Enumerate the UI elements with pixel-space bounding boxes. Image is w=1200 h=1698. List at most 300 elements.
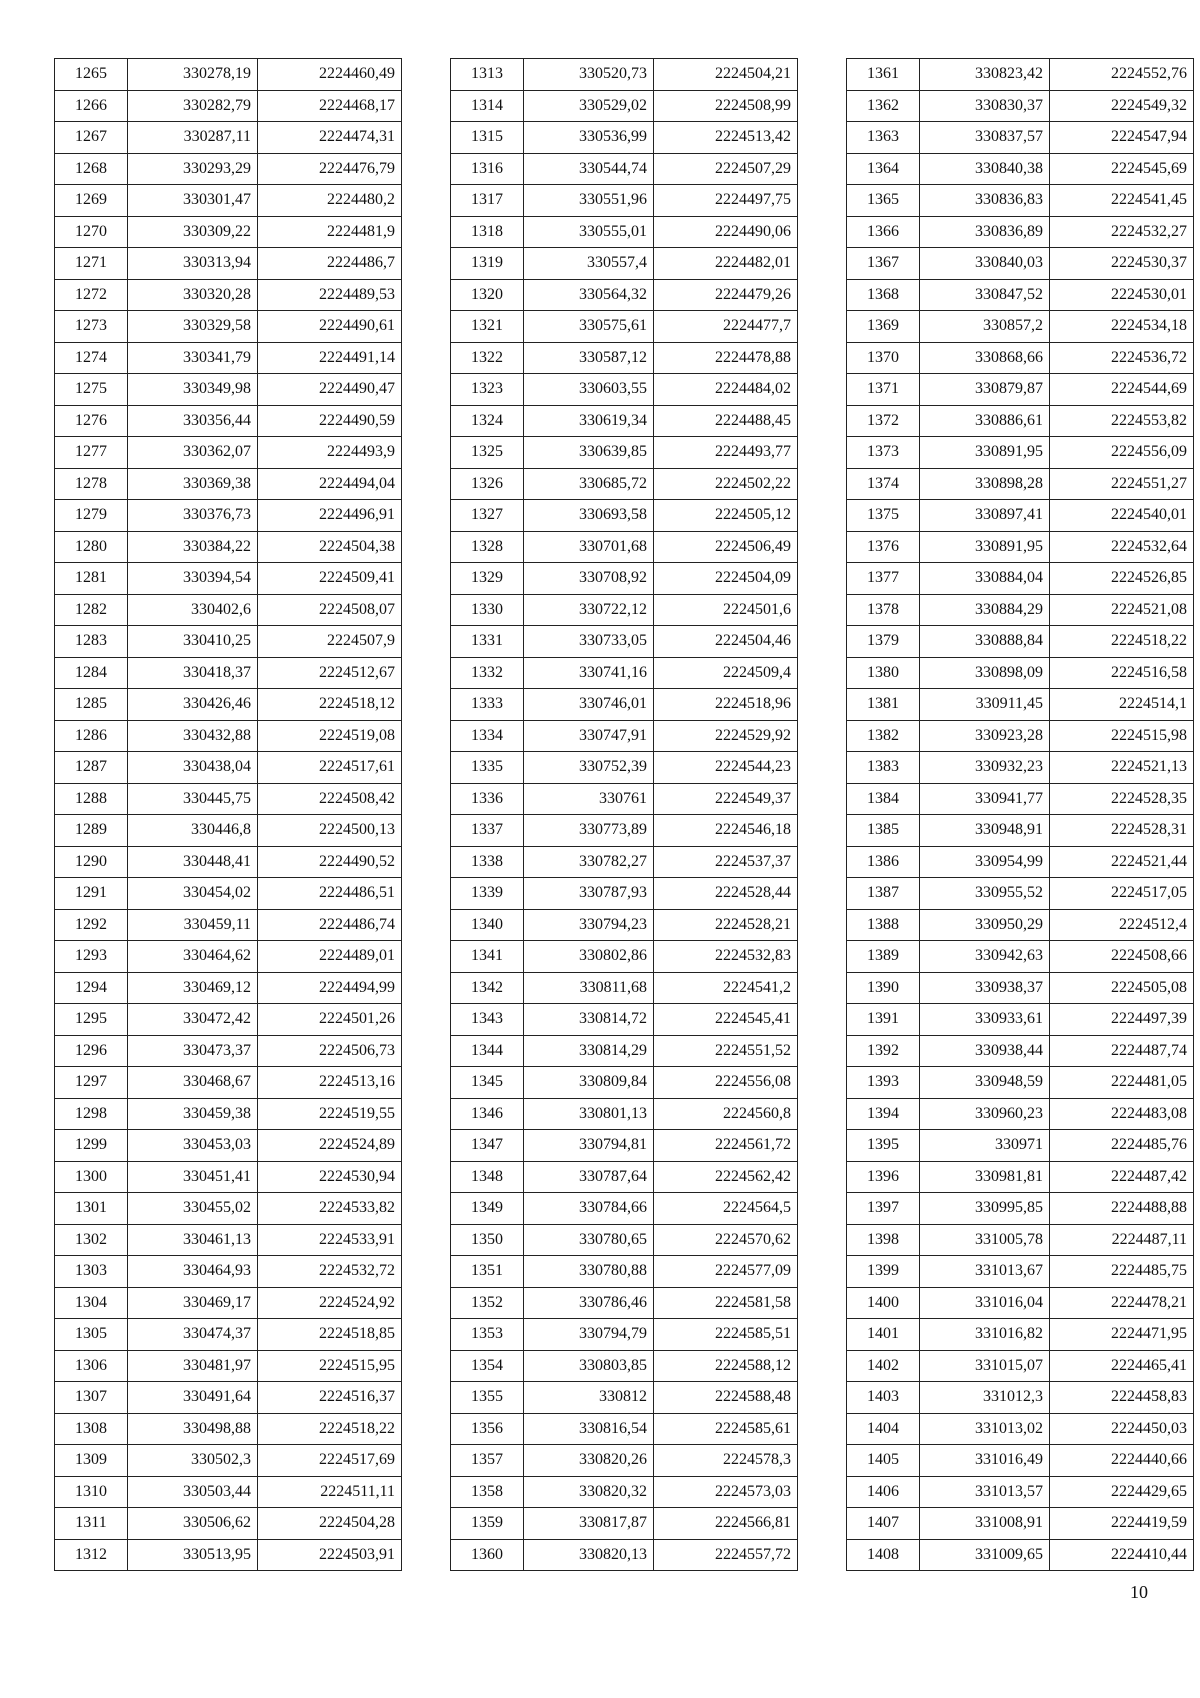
point-number-cell: 1361 [847,59,920,91]
point-number-cell: 1293 [55,941,128,973]
x-coordinate-cell: 330287,11 [128,122,258,154]
y-coordinate-cell: 2224529,92 [654,720,798,752]
x-coordinate-cell: 330438,04 [128,752,258,784]
point-number-cell: 1322 [451,342,524,374]
table-row [847,468,1194,500]
x-coordinate-cell: 330773,89 [524,815,654,847]
y-coordinate-cell: 2224516,37 [258,1382,402,1414]
point-number-cell: 1329 [451,563,524,595]
table-row [55,374,402,406]
x-coordinate-cell: 330451,41 [128,1161,258,1193]
y-coordinate-cell: 2224516,58 [1050,657,1194,689]
x-coordinate-cell: 330879,87 [920,374,1050,406]
y-coordinate-cell: 2224545,41 [654,1004,798,1036]
table-row [55,783,402,815]
table-row [55,563,402,595]
point-number-cell: 1340 [451,909,524,941]
point-number-cell: 1316 [451,153,524,185]
x-coordinate-cell: 330685,72 [524,468,654,500]
y-coordinate-cell: 2224486,74 [258,909,402,941]
y-coordinate-cell: 2224484,02 [654,374,798,406]
y-coordinate-cell: 2224532,72 [258,1256,402,1288]
table-row [847,1130,1194,1162]
point-number-cell: 1354 [451,1350,524,1382]
point-number-cell: 1318 [451,216,524,248]
y-coordinate-cell: 2224502,22 [654,468,798,500]
table-row [847,563,1194,595]
y-coordinate-cell: 2224458,83 [1050,1382,1194,1414]
point-number-cell: 1298 [55,1098,128,1130]
table-row [847,342,1194,374]
x-coordinate-cell: 330747,91 [524,720,654,752]
table-row [451,437,798,469]
table-row [451,594,798,626]
y-coordinate-cell: 2224588,48 [654,1382,798,1414]
table-row [847,153,1194,185]
point-number-cell: 1365 [847,185,920,217]
y-coordinate-cell: 2224429,65 [1050,1476,1194,1508]
table-row [847,783,1194,815]
x-coordinate-cell: 330784,66 [524,1193,654,1225]
table-row [451,1319,798,1351]
table-row [847,405,1194,437]
y-coordinate-cell: 2224419,59 [1050,1508,1194,1540]
x-coordinate-cell: 330587,12 [524,342,654,374]
point-number-cell: 1364 [847,153,920,185]
y-coordinate-cell: 2224494,99 [258,972,402,1004]
y-coordinate-cell: 2224507,9 [258,626,402,658]
y-coordinate-cell: 2224506,49 [654,531,798,563]
x-coordinate-cell: 330503,44 [128,1476,258,1508]
x-coordinate-cell: 330426,46 [128,689,258,721]
x-coordinate-cell: 330971 [920,1130,1050,1162]
y-coordinate-cell: 2224537,37 [654,846,798,878]
table-row [451,468,798,500]
y-coordinate-cell: 2224471,95 [1050,1319,1194,1351]
table-row [451,846,798,878]
x-coordinate-cell: 330787,64 [524,1161,654,1193]
x-coordinate-cell: 330955,52 [920,878,1050,910]
x-coordinate-cell: 330506,62 [128,1508,258,1540]
point-number-cell: 1355 [451,1382,524,1414]
point-number-cell: 1285 [55,689,128,721]
point-number-cell: 1276 [55,405,128,437]
x-coordinate-cell: 330722,12 [524,594,654,626]
point-number-cell: 1350 [451,1224,524,1256]
x-coordinate-cell: 330551,96 [524,185,654,217]
table-row [451,185,798,217]
y-coordinate-cell: 2224490,61 [258,311,402,343]
y-coordinate-cell: 2224541,45 [1050,185,1194,217]
point-number-cell: 1291 [55,878,128,910]
point-number-cell: 1378 [847,594,920,626]
y-coordinate-cell: 2224566,81 [654,1508,798,1540]
table-row [451,405,798,437]
x-coordinate-cell: 330557,4 [524,248,654,280]
table-row [451,311,798,343]
table-row [847,216,1194,248]
y-coordinate-cell: 2224544,69 [1050,374,1194,406]
x-coordinate-cell: 331013,57 [920,1476,1050,1508]
point-number-cell: 1353 [451,1319,524,1351]
y-coordinate-cell: 2224501,6 [654,594,798,626]
y-coordinate-cell: 2224524,92 [258,1287,402,1319]
table-row [451,500,798,532]
y-coordinate-cell: 2224518,85 [258,1319,402,1351]
table-row [55,311,402,343]
point-number-cell: 1311 [55,1508,128,1540]
table-row [847,1476,1194,1508]
point-number-cell: 1334 [451,720,524,752]
point-number-cell: 1327 [451,500,524,532]
table-row [55,1067,402,1099]
table-row [847,1382,1194,1414]
x-coordinate-cell: 330780,88 [524,1256,654,1288]
point-number-cell: 1372 [847,405,920,437]
point-number-cell: 1281 [55,563,128,595]
point-number-cell: 1319 [451,248,524,280]
point-number-cell: 1306 [55,1350,128,1382]
table-row [55,1161,402,1193]
table-row [451,815,798,847]
table-row [55,1476,402,1508]
x-coordinate-cell: 330794,23 [524,909,654,941]
point-number-cell: 1373 [847,437,920,469]
y-coordinate-cell: 2224512,67 [258,657,402,689]
table-row [847,752,1194,784]
table-row [55,248,402,280]
point-number-cell: 1406 [847,1476,920,1508]
x-coordinate-cell: 330898,09 [920,657,1050,689]
point-number-cell: 1266 [55,90,128,122]
table-row [847,1445,1194,1477]
y-coordinate-cell: 2224465,41 [1050,1350,1194,1382]
x-coordinate-cell: 330938,44 [920,1035,1050,1067]
table-row [55,1539,402,1571]
table-row [55,1287,402,1319]
table-row [847,657,1194,689]
y-coordinate-cell: 2224488,45 [654,405,798,437]
x-coordinate-cell: 330948,91 [920,815,1050,847]
y-coordinate-cell: 2224556,09 [1050,437,1194,469]
point-number-cell: 1286 [55,720,128,752]
point-number-cell: 1265 [55,59,128,91]
x-coordinate-cell: 330459,11 [128,909,258,941]
table-row [451,720,798,752]
y-coordinate-cell: 2224564,5 [654,1193,798,1225]
y-coordinate-cell: 2224481,05 [1050,1067,1194,1099]
y-coordinate-cell: 2224518,12 [258,689,402,721]
y-coordinate-cell: 2224570,62 [654,1224,798,1256]
x-coordinate-cell: 330786,46 [524,1287,654,1319]
table-row [55,1193,402,1225]
point-number-cell: 1339 [451,878,524,910]
table-row [451,1382,798,1414]
y-coordinate-cell: 2224490,52 [258,846,402,878]
x-coordinate-cell: 330941,77 [920,783,1050,815]
table-row [847,311,1194,343]
x-coordinate-cell: 330473,37 [128,1035,258,1067]
point-number-cell: 1392 [847,1035,920,1067]
point-number-cell: 1337 [451,815,524,847]
y-coordinate-cell: 2224508,66 [1050,941,1194,973]
x-coordinate-cell: 330469,17 [128,1287,258,1319]
x-coordinate-cell: 330938,37 [920,972,1050,1004]
y-coordinate-cell: 2224490,47 [258,374,402,406]
point-number-cell: 1377 [847,563,920,595]
y-coordinate-cell: 2224512,4 [1050,909,1194,941]
point-number-cell: 1386 [847,846,920,878]
table-row [847,720,1194,752]
table-row [847,972,1194,1004]
y-coordinate-cell: 2224561,72 [654,1130,798,1162]
y-coordinate-cell: 2224485,75 [1050,1256,1194,1288]
table-row [55,1445,402,1477]
y-coordinate-cell: 2224504,28 [258,1508,402,1540]
point-number-cell: 1383 [847,752,920,784]
table-row [55,122,402,154]
y-coordinate-cell: 2224511,11 [258,1476,402,1508]
point-number-cell: 1368 [847,279,920,311]
x-coordinate-cell: 330801,13 [524,1098,654,1130]
x-coordinate-cell: 330814,29 [524,1035,654,1067]
y-coordinate-cell: 2224497,75 [654,185,798,217]
table-row [847,1224,1194,1256]
x-coordinate-cell: 330820,26 [524,1445,654,1477]
y-coordinate-cell: 2224528,31 [1050,815,1194,847]
x-coordinate-cell: 330741,16 [524,657,654,689]
x-coordinate-cell: 330529,02 [524,90,654,122]
point-number-cell: 1341 [451,941,524,973]
x-coordinate-cell: 330394,54 [128,563,258,595]
x-coordinate-cell: 330932,23 [920,752,1050,784]
x-coordinate-cell: 331013,67 [920,1256,1050,1288]
x-coordinate-cell: 330836,89 [920,216,1050,248]
table-row [451,531,798,563]
table-row [847,909,1194,941]
table-row [847,815,1194,847]
table-row [451,1445,798,1477]
point-number-cell: 1333 [451,689,524,721]
table-row [451,657,798,689]
point-number-cell: 1352 [451,1287,524,1319]
x-coordinate-cell: 330836,83 [920,185,1050,217]
table-row [55,90,402,122]
y-coordinate-cell: 2224517,61 [258,752,402,784]
y-coordinate-cell: 2224513,42 [654,122,798,154]
x-coordinate-cell: 330847,52 [920,279,1050,311]
table-row [55,1382,402,1414]
table-row [55,878,402,910]
y-coordinate-cell: 2224518,22 [1050,626,1194,658]
point-number-cell: 1323 [451,374,524,406]
table-row [55,1319,402,1351]
table-row [451,1193,798,1225]
point-number-cell: 1325 [451,437,524,469]
table-row [451,1161,798,1193]
table-row [847,878,1194,910]
table-row [847,279,1194,311]
y-coordinate-cell: 2224515,98 [1050,720,1194,752]
y-coordinate-cell: 2224551,52 [654,1035,798,1067]
x-coordinate-cell: 330448,41 [128,846,258,878]
x-coordinate-cell: 330816,54 [524,1413,654,1445]
point-number-cell: 1388 [847,909,920,941]
y-coordinate-cell: 2224487,74 [1050,1035,1194,1067]
y-coordinate-cell: 2224562,42 [654,1161,798,1193]
x-coordinate-cell: 330455,02 [128,1193,258,1225]
point-number-cell: 1300 [55,1161,128,1193]
point-number-cell: 1283 [55,626,128,658]
y-coordinate-cell: 2224553,82 [1050,405,1194,437]
y-coordinate-cell: 2224508,42 [258,783,402,815]
y-coordinate-cell: 2224450,03 [1050,1413,1194,1445]
y-coordinate-cell: 2224479,26 [654,279,798,311]
x-coordinate-cell: 330898,28 [920,468,1050,500]
table-row [847,248,1194,280]
table-row [451,1224,798,1256]
point-number-cell: 1284 [55,657,128,689]
table-row [55,752,402,784]
point-number-cell: 1274 [55,342,128,374]
table-row [55,468,402,500]
point-number-cell: 1295 [55,1004,128,1036]
x-coordinate-cell: 330445,75 [128,783,258,815]
y-coordinate-cell: 2224519,55 [258,1098,402,1130]
table-row [451,1004,798,1036]
table-row [55,531,402,563]
y-coordinate-cell: 2224581,58 [654,1287,798,1319]
table-row [847,185,1194,217]
point-number-cell: 1288 [55,783,128,815]
y-coordinate-cell: 2224482,01 [654,248,798,280]
point-number-cell: 1357 [451,1445,524,1477]
point-number-cell: 1314 [451,90,524,122]
table-row [55,1350,402,1382]
y-coordinate-cell: 2224504,46 [654,626,798,658]
y-coordinate-cell: 2224526,85 [1050,563,1194,595]
x-coordinate-cell: 330461,13 [128,1224,258,1256]
x-coordinate-cell: 330349,98 [128,374,258,406]
x-coordinate-cell: 330950,29 [920,909,1050,941]
x-coordinate-cell: 330474,37 [128,1319,258,1351]
y-coordinate-cell: 2224494,04 [258,468,402,500]
y-coordinate-cell: 2224518,96 [654,689,798,721]
x-coordinate-cell: 330840,38 [920,153,1050,185]
x-coordinate-cell: 330868,66 [920,342,1050,374]
point-number-cell: 1342 [451,972,524,1004]
x-coordinate-cell: 330278,19 [128,59,258,91]
table-row [55,279,402,311]
x-coordinate-cell: 330857,2 [920,311,1050,343]
table-row [55,1098,402,1130]
table-row [55,1224,402,1256]
x-coordinate-cell: 330787,93 [524,878,654,910]
point-number-cell: 1328 [451,531,524,563]
x-coordinate-cell: 330780,65 [524,1224,654,1256]
y-coordinate-cell: 2224518,22 [258,1413,402,1445]
y-coordinate-cell: 2224476,79 [258,153,402,185]
y-coordinate-cell: 2224508,07 [258,594,402,626]
x-coordinate-cell: 330459,38 [128,1098,258,1130]
x-coordinate-cell: 330472,42 [128,1004,258,1036]
point-number-cell: 1317 [451,185,524,217]
point-number-cell: 1403 [847,1382,920,1414]
x-coordinate-cell: 330948,59 [920,1067,1050,1099]
point-number-cell: 1275 [55,374,128,406]
x-coordinate-cell: 330498,88 [128,1413,258,1445]
point-number-cell: 1370 [847,342,920,374]
x-coordinate-cell: 330701,68 [524,531,654,563]
y-coordinate-cell: 2224545,69 [1050,153,1194,185]
x-coordinate-cell: 330708,92 [524,563,654,595]
x-coordinate-cell: 330803,85 [524,1350,654,1382]
point-number-cell: 1387 [847,878,920,910]
table-row [451,1256,798,1288]
table-row [847,1508,1194,1540]
table-row [451,248,798,280]
table-row [847,1319,1194,1351]
y-coordinate-cell: 2224588,12 [654,1350,798,1382]
table-row [451,689,798,721]
y-coordinate-cell: 2224517,69 [258,1445,402,1477]
x-coordinate-cell: 330481,97 [128,1350,258,1382]
table-row [451,878,798,910]
point-number-cell: 1305 [55,1319,128,1351]
point-number-cell: 1282 [55,594,128,626]
point-number-cell: 1360 [451,1539,524,1571]
table-row [847,1098,1194,1130]
x-coordinate-cell: 330830,37 [920,90,1050,122]
y-coordinate-cell: 2224557,72 [654,1539,798,1571]
table-row [55,1035,402,1067]
x-coordinate-cell: 330464,93 [128,1256,258,1288]
point-number-cell: 1351 [451,1256,524,1288]
point-number-cell: 1294 [55,972,128,1004]
x-coordinate-cell: 330811,68 [524,972,654,1004]
y-coordinate-cell: 2224504,21 [654,59,798,91]
y-coordinate-cell: 2224530,01 [1050,279,1194,311]
x-coordinate-cell: 330981,81 [920,1161,1050,1193]
y-coordinate-cell: 2224504,38 [258,531,402,563]
x-coordinate-cell: 330362,07 [128,437,258,469]
point-number-cell: 1307 [55,1382,128,1414]
point-number-cell: 1405 [847,1445,920,1477]
x-coordinate-cell: 330454,02 [128,878,258,910]
point-number-cell: 1376 [847,531,920,563]
y-coordinate-cell: 2224528,21 [654,909,798,941]
point-number-cell: 1271 [55,248,128,280]
table-row [55,185,402,217]
x-coordinate-cell: 330453,03 [128,1130,258,1162]
x-coordinate-cell: 330733,05 [524,626,654,658]
table-row [55,972,402,1004]
point-number-cell: 1385 [847,815,920,847]
point-number-cell: 1297 [55,1067,128,1099]
x-coordinate-cell: 330469,12 [128,972,258,1004]
x-coordinate-cell: 330376,73 [128,500,258,532]
point-number-cell: 1389 [847,941,920,973]
y-coordinate-cell: 2224410,44 [1050,1539,1194,1571]
y-coordinate-cell: 2224504,09 [654,563,798,595]
table-row [847,1413,1194,1445]
x-coordinate-cell: 330329,58 [128,311,258,343]
table-row [847,122,1194,154]
table-row [451,153,798,185]
x-coordinate-cell: 330513,95 [128,1539,258,1571]
x-coordinate-cell: 330520,73 [524,59,654,91]
point-number-cell: 1289 [55,815,128,847]
